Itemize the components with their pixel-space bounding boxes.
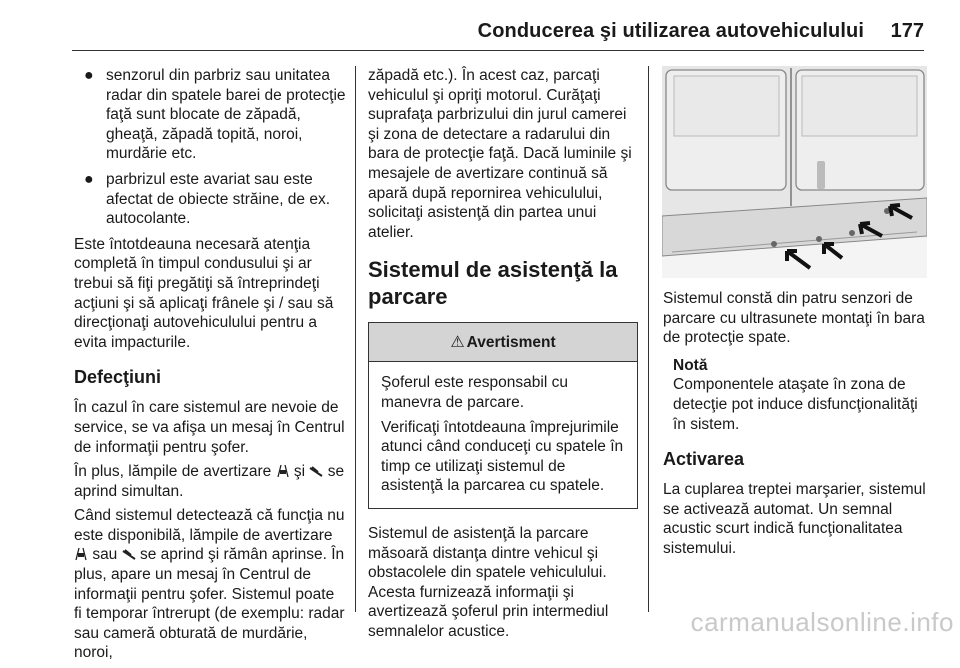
paragraph: La cuplarea treptei marşarier, sistemul se activează automat. Un semnal acustic scurt indică funcţionalitatea sistemului. [663,481,926,557]
paragraph: În cazul în care sistemul are nevoie de service, se va afişa un mesaj în Centrul de informaţii pentru şofer. [74,399,345,456]
paragraph: Sistemul de asistenţă la parcare măsoară distanţa dintre vehicul şi obstacolele din spatele vehiculului. Acesta furnizează informaţii şi avertizează şoferul prin intermediul semnalelor acustice. [368,524,609,640]
bullet-text: parbrizul este avariat sau este afectat de obiecte străine, de ex. autocolante. [106,170,331,228]
watermark: carmanualsonline.info [690,607,954,637]
text-fragment: se aprind simultan. [74,463,345,500]
note-block [663,356,931,434]
page-header [0,0,960,50]
warning-paragraph: Şoferul este responsabil cu manevra de parcare. [381,374,568,411]
bullet-item [74,66,346,164]
text-fragment: sau [92,546,118,564]
forward-collision-lamp-icon [309,464,323,478]
column-1 [74,66,346,668]
text-fragment: şi [293,463,306,481]
text-fragment: Când sistemul detectează că funcţia nu este disponibilă, lămpile de avertizare [74,507,345,544]
paragraph: Sistemul constă din patru senzori de parcare cu ultrasunete montaţi în bara de protecţie spate. [663,290,925,347]
warning-triangle-icon: ⚠ [450,333,465,351]
lane-departure-lamp-icon [276,464,290,478]
column-2 [368,66,638,646]
bullet-text: senzorul din parbriz sau unitatea radar din spatele barei de protecţie faţă sunt blocate de zăpadă, gheaţă, zăpadă topită, noroi, murdărie etc. [106,67,346,163]
paragraph [74,506,346,663]
bullet-dot: ● [84,67,94,84]
warning-paragraph: Verificaţi întotdeauna împrejurimile atunci când conduceţi cu spatele în timp ce utilizaţi sistemul de asistenţă la parcarea cu spatele. [381,418,624,495]
lane-departure-lamp-icon [74,547,88,561]
bullet-item [74,170,346,229]
note-title: Notă [673,356,708,374]
text-fragment: În plus, lămpile de avertizare [74,463,272,481]
warning-title: Avertisment [466,333,556,351]
heading-defectiuni: Defecţiuni [74,367,162,388]
heading-activarea: Activarea [663,449,745,470]
note-text: Componentele ataşate în zona de detecţie pot induce disfuncţionalităţi în sistem. [673,376,918,433]
column-divider-1 [355,66,356,612]
text-fragment: se aprind şi rămân aprinse. În plus, apare un mesaj în Centrul de informaţii pentru şofer. Sistemul poate fi temporar întrerupt (de exemplu: radar sau cameră obturată de murdărie, noroi, [74,546,345,662]
paragraph [74,462,346,501]
forward-collision-lamp-icon [122,547,136,561]
warning-box [368,322,638,509]
column-3 [663,289,931,564]
warning-body [369,362,637,508]
header-title: Conducerea şi utilizarea autovehiculului [477,20,864,42]
van-rear-sensor-illustration [662,66,927,278]
bullet-dot: ● [84,170,94,188]
header-divider [72,50,924,51]
heading-parking-assist: Sistemul de asistenţă la parcare [368,257,618,310]
paragraph: zăpadă etc.). În acest caz, parcaţi vehiculul şi opriţi motorul. Curăţaţi suprafaţa parbrizului din jurul camerei şi zona de detectare a radarului din bara de protecţie faţă. Dacă luminile şi mesajele de avertizare continuă să apară după repornirea vehiculului, solicitaţi asistenţă din partea unui atelier. [368,67,632,241]
warning-header [369,323,637,362]
paragraph: Este întotdeauna necesară atenţia completă în timpul condusului şi ar trebui să fiţi pregătiţi să întreprindeţi acţiuni şi să aplicaţi frânele şi / sau să direcţionaţi autovehiculului pentru a evita impacturile. [74,235,334,351]
column-divider-2 [648,66,649,612]
page-number: 177 [890,20,924,42]
